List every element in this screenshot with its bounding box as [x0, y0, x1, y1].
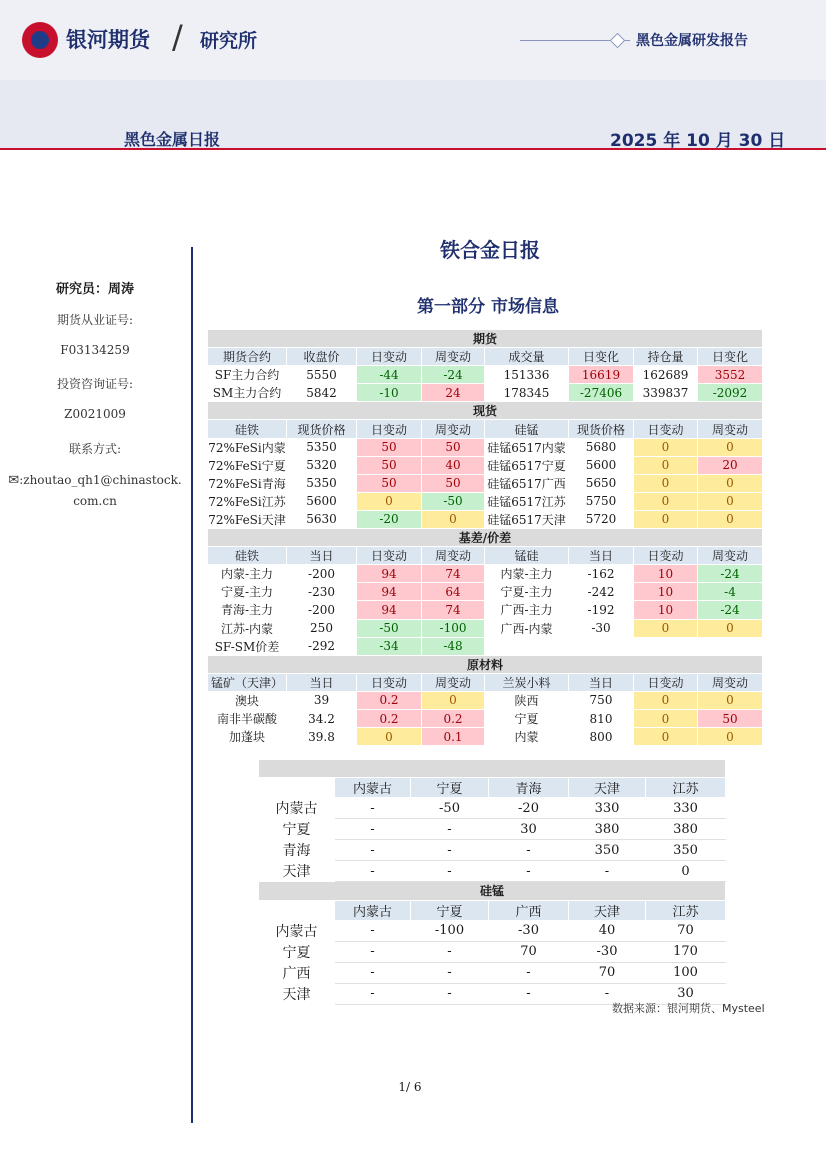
table-cell: 5550 — [287, 366, 357, 384]
table-cell: 350 — [569, 840, 646, 861]
table-cell: SM主力合约 — [208, 384, 287, 402]
table-cell: 100 — [646, 962, 726, 983]
table-cell: -48 — [422, 637, 485, 655]
table-cell: 339837 — [634, 384, 698, 402]
table-cell: 内蒙 — [485, 728, 569, 746]
table-cell: 5650 — [569, 474, 634, 492]
table-cell: 0 — [634, 438, 698, 456]
table-cell: 70 — [569, 962, 646, 983]
section-header-row — [259, 882, 726, 901]
table-cell: 74 — [422, 565, 485, 583]
table-cell: -292 — [287, 637, 357, 655]
table-cell: -100 — [411, 920, 489, 941]
table-cell: -20 — [357, 510, 422, 528]
table-cell: 0 — [357, 492, 422, 510]
section-title-cell: 硅锰 — [259, 882, 726, 901]
brand-separator: / — [172, 18, 183, 56]
table-row — [208, 510, 763, 528]
table-cell: 16619 — [569, 366, 634, 384]
table-cell: 5750 — [569, 492, 634, 510]
table-cell: - — [411, 861, 489, 882]
analyst-name: 研究员：周涛 — [55, 282, 134, 297]
table-cell: 39.8 — [287, 728, 357, 746]
table-cell: 94 — [357, 601, 422, 619]
column-header: 锰矿（天津） — [208, 673, 287, 691]
brand-name: 银河期货 — [66, 28, 150, 52]
table-cell: 5842 — [287, 384, 357, 402]
table-cell: 94 — [357, 565, 422, 583]
table-cell: 10 — [634, 583, 698, 601]
table-cell: 内蒙-主力 — [208, 565, 287, 583]
table-cell: 170 — [646, 941, 726, 962]
table-cell: -100 — [422, 619, 485, 637]
table-cell: -24 — [698, 601, 763, 619]
table-row — [208, 619, 763, 637]
column-header: 青海 — [489, 778, 569, 798]
table-cell: 50 — [357, 438, 422, 456]
email-line-2: com.cn — [73, 494, 117, 508]
table-row — [208, 601, 763, 619]
table-cell: 5350 — [287, 438, 357, 456]
table-row — [208, 565, 763, 583]
table-cell: 10 — [634, 601, 698, 619]
table-cell: 5320 — [287, 456, 357, 474]
table-cell: 3552 — [698, 366, 763, 384]
table-cell: 330 — [646, 798, 726, 819]
table-cell: 810 — [569, 709, 634, 727]
row-header: 宁夏 — [259, 941, 335, 962]
top-band-row — [259, 760, 726, 778]
table-cell: - — [489, 983, 569, 1004]
section-header-row — [208, 529, 763, 547]
column-header: 日变动 — [357, 547, 422, 565]
table-row — [208, 583, 763, 601]
sidebar-divider — [191, 247, 193, 1123]
table-cell: 陕西 — [485, 691, 569, 709]
table-cell: 青海-主力 — [208, 601, 287, 619]
section-header-row — [208, 330, 763, 348]
daily-name: 黑色金属日报 — [124, 130, 221, 149]
column-header: 天津 — [569, 778, 646, 798]
table-row — [208, 637, 763, 655]
column-header: 周变动 — [422, 547, 485, 565]
table-cell: -230 — [287, 583, 357, 601]
table-row — [259, 941, 726, 962]
column-header: 日变动 — [634, 673, 698, 691]
table-cell: 内蒙-主力 — [485, 565, 569, 583]
table-cell: 151336 — [485, 366, 569, 384]
dept-name: 研究所 — [200, 30, 258, 52]
column-header-row — [208, 348, 763, 366]
table-cell: -200 — [287, 565, 357, 583]
table-cell: 0.2 — [422, 709, 485, 727]
table-cell: 加蓬块 — [208, 728, 287, 746]
table-cell: -10 — [357, 384, 422, 402]
table-cell: - — [335, 819, 411, 840]
column-header: 日变动 — [357, 348, 422, 366]
table-cell: 72%FeSi天津 — [208, 510, 287, 528]
table-cell: -27406 — [569, 384, 634, 402]
table-cell: 0 — [698, 438, 763, 456]
column-header: 硅锰 — [485, 420, 569, 438]
regional-spread-table — [258, 759, 726, 1005]
table-cell: 广西-内蒙 — [485, 619, 569, 637]
table-cell: 39 — [287, 691, 357, 709]
column-header: 现货价格 — [569, 420, 634, 438]
column-header: 周变动 — [422, 348, 485, 366]
table-cell: 10 — [634, 565, 698, 583]
row-header: 青海 — [259, 840, 335, 861]
row-header: 内蒙古 — [259, 920, 335, 941]
table-cell: 0 — [698, 474, 763, 492]
section-header-row — [208, 655, 763, 673]
column-header: 期货合约 — [208, 348, 287, 366]
page-number: 1/ 6 — [398, 1080, 422, 1094]
table-cell: 50 — [698, 709, 763, 727]
table-cell: 178345 — [485, 384, 569, 402]
column-header: 收盘价 — [287, 348, 357, 366]
table-cell: - — [411, 840, 489, 861]
report-date: 2025 年 10 月 30 日 — [610, 131, 786, 151]
table-cell: 34.2 — [287, 709, 357, 727]
table-cell: 0 — [634, 709, 698, 727]
row-header: 内蒙古 — [259, 798, 335, 819]
table-cell: 0 — [698, 728, 763, 746]
column-header: 内蒙古 — [335, 778, 411, 798]
cert-number: F03134259 — [60, 343, 130, 357]
email-line[interactable] — [0, 473, 190, 488]
table-cell: - — [569, 983, 646, 1004]
column-header: 宁夏 — [411, 778, 489, 798]
column-header: 江苏 — [646, 778, 726, 798]
table-cell: - — [335, 983, 411, 1004]
cert-label: 期货从业证号: — [56, 313, 134, 327]
table-cell: - — [335, 861, 411, 882]
table-row — [259, 819, 726, 840]
table-cell: -20 — [489, 798, 569, 819]
table-cell: - — [335, 798, 411, 819]
table-cell: 0 — [646, 861, 726, 882]
table-row — [259, 840, 726, 861]
table-cell: 70 — [646, 920, 726, 941]
table-cell: -2092 — [698, 384, 763, 402]
table-cell: 0 — [698, 691, 763, 709]
table-cell: 0 — [634, 728, 698, 746]
table-cell: 380 — [646, 819, 726, 840]
column-header: 广西 — [489, 900, 569, 920]
table-cell: - — [489, 861, 569, 882]
column-header: 持仓量 — [634, 348, 698, 366]
table-cell: -24 — [422, 366, 485, 384]
column-header — [259, 778, 335, 798]
table-cell: 0 — [634, 691, 698, 709]
table-cell: 5350 — [287, 474, 357, 492]
table-row — [208, 438, 763, 456]
column-header — [259, 900, 335, 920]
column-header: 硅铁 — [208, 420, 287, 438]
table-cell: - — [411, 983, 489, 1004]
table-cell: SF-SM价差 — [208, 637, 287, 655]
table-row — [208, 728, 763, 746]
table-cell: 350 — [646, 840, 726, 861]
table-cell: 澳块 — [208, 691, 287, 709]
column-header: 周变动 — [422, 420, 485, 438]
table-cell: - — [411, 941, 489, 962]
report-type: 黑色金属研发报告 — [636, 33, 748, 49]
table-cell: 5600 — [569, 456, 634, 474]
table-row — [208, 492, 763, 510]
table-cell: 硅锰6517天津 — [485, 510, 569, 528]
column-header: 日变化 — [569, 348, 634, 366]
table-cell: - — [335, 941, 411, 962]
table-cell: - — [569, 861, 646, 882]
table-cell: 江苏-内蒙 — [208, 619, 287, 637]
table-cell: 40 — [569, 920, 646, 941]
table-cell: 750 — [569, 691, 634, 709]
table-cell: -30 — [569, 619, 634, 637]
table-cell: 5600 — [287, 492, 357, 510]
table-cell: 硅锰6517江苏 — [485, 492, 569, 510]
table-cell: SF主力合约 — [208, 366, 287, 384]
column-header: 兰炭小料 — [485, 673, 569, 691]
table-cell: -30 — [569, 941, 646, 962]
table-cell: -30 — [489, 920, 569, 941]
table-cell: 0 — [698, 619, 763, 637]
table-cell: 5720 — [569, 510, 634, 528]
contact-label: 联系方式: — [68, 442, 122, 456]
table-cell: 0 — [634, 619, 698, 637]
table-cell: 94 — [357, 583, 422, 601]
table-cell: -50 — [422, 492, 485, 510]
column-header: 周变动 — [698, 673, 763, 691]
table-cell: 宁夏 — [485, 709, 569, 727]
column-header-row — [259, 900, 726, 920]
table-cell: -44 — [357, 366, 422, 384]
table-cell: 380 — [569, 819, 646, 840]
table-cell: 0 — [422, 691, 485, 709]
column-header: 日变动 — [357, 420, 422, 438]
table-cell: 0.1 — [422, 728, 485, 746]
table-cell: -162 — [569, 565, 634, 583]
invest-number: Z0021009 — [64, 407, 126, 421]
column-header: 周变动 — [698, 547, 763, 565]
table-cell: 0.2 — [357, 691, 422, 709]
table-cell: 广西-主力 — [485, 601, 569, 619]
table-cell: 72%FeSi内蒙 — [208, 438, 287, 456]
table-cell: - — [411, 962, 489, 983]
table-cell: -50 — [357, 619, 422, 637]
table-cell: 0 — [422, 510, 485, 528]
section-title-cell: 原材料 — [208, 655, 763, 673]
table-cell: - — [335, 962, 411, 983]
mail-icon: ✉ — [8, 473, 20, 488]
section-title-cell: 基差/价差 — [208, 529, 763, 547]
column-header: 锰硅 — [485, 547, 569, 565]
table-cell: 硅锰6517宁夏 — [485, 456, 569, 474]
column-header: 日变化 — [698, 348, 763, 366]
table-cell: 南非半碳酸 — [208, 709, 287, 727]
column-header: 天津 — [569, 900, 646, 920]
table-row — [208, 366, 763, 384]
table-cell: -242 — [569, 583, 634, 601]
section-title-cell: 现货 — [208, 402, 763, 420]
section-title: 第一部分 市场信息 — [417, 297, 559, 317]
column-header: 江苏 — [646, 900, 726, 920]
column-header: 周变动 — [698, 420, 763, 438]
top-title-cell — [259, 760, 726, 778]
table-row — [208, 474, 763, 492]
table-cell: 0 — [634, 492, 698, 510]
table-cell: 宁夏-主力 — [208, 583, 287, 601]
table-cell: 0 — [634, 456, 698, 474]
doc-title: 铁合金日报 — [440, 238, 540, 262]
row-header: 天津 — [259, 983, 335, 1004]
table-cell: 50 — [357, 474, 422, 492]
table-cell: 50 — [357, 456, 422, 474]
table-cell: -200 — [287, 601, 357, 619]
column-header-row — [208, 547, 763, 565]
table-cell: 30 — [646, 983, 726, 1004]
market-info-table — [207, 329, 763, 746]
table-cell: 20 — [698, 456, 763, 474]
table-cell: 800 — [569, 728, 634, 746]
column-header: 日变动 — [357, 673, 422, 691]
table-row — [208, 709, 763, 727]
table-row — [208, 384, 763, 402]
table-cell: 0.2 — [357, 709, 422, 727]
column-header: 日变动 — [634, 547, 698, 565]
table-cell: 0 — [698, 492, 763, 510]
table-row — [208, 456, 763, 474]
row-header: 宁夏 — [259, 819, 335, 840]
table-cell: 72%FeSi宁夏 — [208, 456, 287, 474]
column-header: 日变动 — [634, 420, 698, 438]
table-cell: - — [489, 962, 569, 983]
column-header: 周变动 — [422, 673, 485, 691]
table-cell: -50 — [411, 798, 489, 819]
table-cell: 74 — [422, 601, 485, 619]
column-header: 宁夏 — [411, 900, 489, 920]
table-cell: 30 — [489, 819, 569, 840]
section-title-cell: 期货 — [208, 330, 763, 348]
column-header: 现货价格 — [287, 420, 357, 438]
table-cell: -4 — [698, 583, 763, 601]
table-cell: 5680 — [569, 438, 634, 456]
row-header: 天津 — [259, 861, 335, 882]
table-cell: 0 — [634, 474, 698, 492]
table-cell: 64 — [422, 583, 485, 601]
table-cell: -24 — [698, 565, 763, 583]
table-row — [259, 798, 726, 819]
table-cell: - — [335, 920, 411, 941]
row-header: 广西 — [259, 962, 335, 983]
column-header-row — [208, 673, 763, 691]
table-cell: 50 — [422, 474, 485, 492]
table-cell: 0 — [357, 728, 422, 746]
table-row — [259, 920, 726, 941]
table-cell: 宁夏-主力 — [485, 583, 569, 601]
table-cell: -34 — [357, 637, 422, 655]
column-header: 当日 — [569, 673, 634, 691]
table-cell — [698, 637, 763, 655]
table-cell: 硅锰6517广西 — [485, 474, 569, 492]
data-source: 数据来源：银河期货、Mysteel — [612, 1002, 765, 1015]
table-row — [259, 962, 726, 983]
table-cell — [485, 637, 569, 655]
table-cell: - — [411, 819, 489, 840]
column-header: 内蒙古 — [335, 900, 411, 920]
column-header-row — [259, 778, 726, 798]
section-header-row — [208, 402, 763, 420]
table-cell: 162689 — [634, 366, 698, 384]
column-header: 硅铁 — [208, 547, 287, 565]
invest-label: 投资咨询证号: — [56, 377, 134, 391]
table-cell: 0 — [634, 510, 698, 528]
table-cell: - — [335, 840, 411, 861]
table-cell: 24 — [422, 384, 485, 402]
email-text-1: :zhoutao_qh1@chinastock. — [19, 473, 182, 487]
table-cell: 硅锰6517内蒙 — [485, 438, 569, 456]
table-cell: 0 — [698, 510, 763, 528]
table-cell: 72%FeSi青海 — [208, 474, 287, 492]
table-cell: 40 — [422, 456, 485, 474]
table-cell: -192 — [569, 601, 634, 619]
column-header: 当日 — [287, 547, 357, 565]
column-header: 当日 — [569, 547, 634, 565]
table-cell: 50 — [422, 438, 485, 456]
column-header-row — [208, 420, 763, 438]
table-cell: 5630 — [287, 510, 357, 528]
table-row — [208, 691, 763, 709]
column-header: 成交量 — [485, 348, 569, 366]
table-cell — [634, 637, 698, 655]
table-cell: 330 — [569, 798, 646, 819]
table-cell: 70 — [489, 941, 569, 962]
galaxy-logo-icon — [22, 22, 58, 58]
table-cell: 72%FeSi江苏 — [208, 492, 287, 510]
column-header: 当日 — [287, 673, 357, 691]
table-cell: - — [489, 840, 569, 861]
table-cell — [569, 637, 634, 655]
table-cell: 250 — [287, 619, 357, 637]
table-row — [259, 861, 726, 882]
